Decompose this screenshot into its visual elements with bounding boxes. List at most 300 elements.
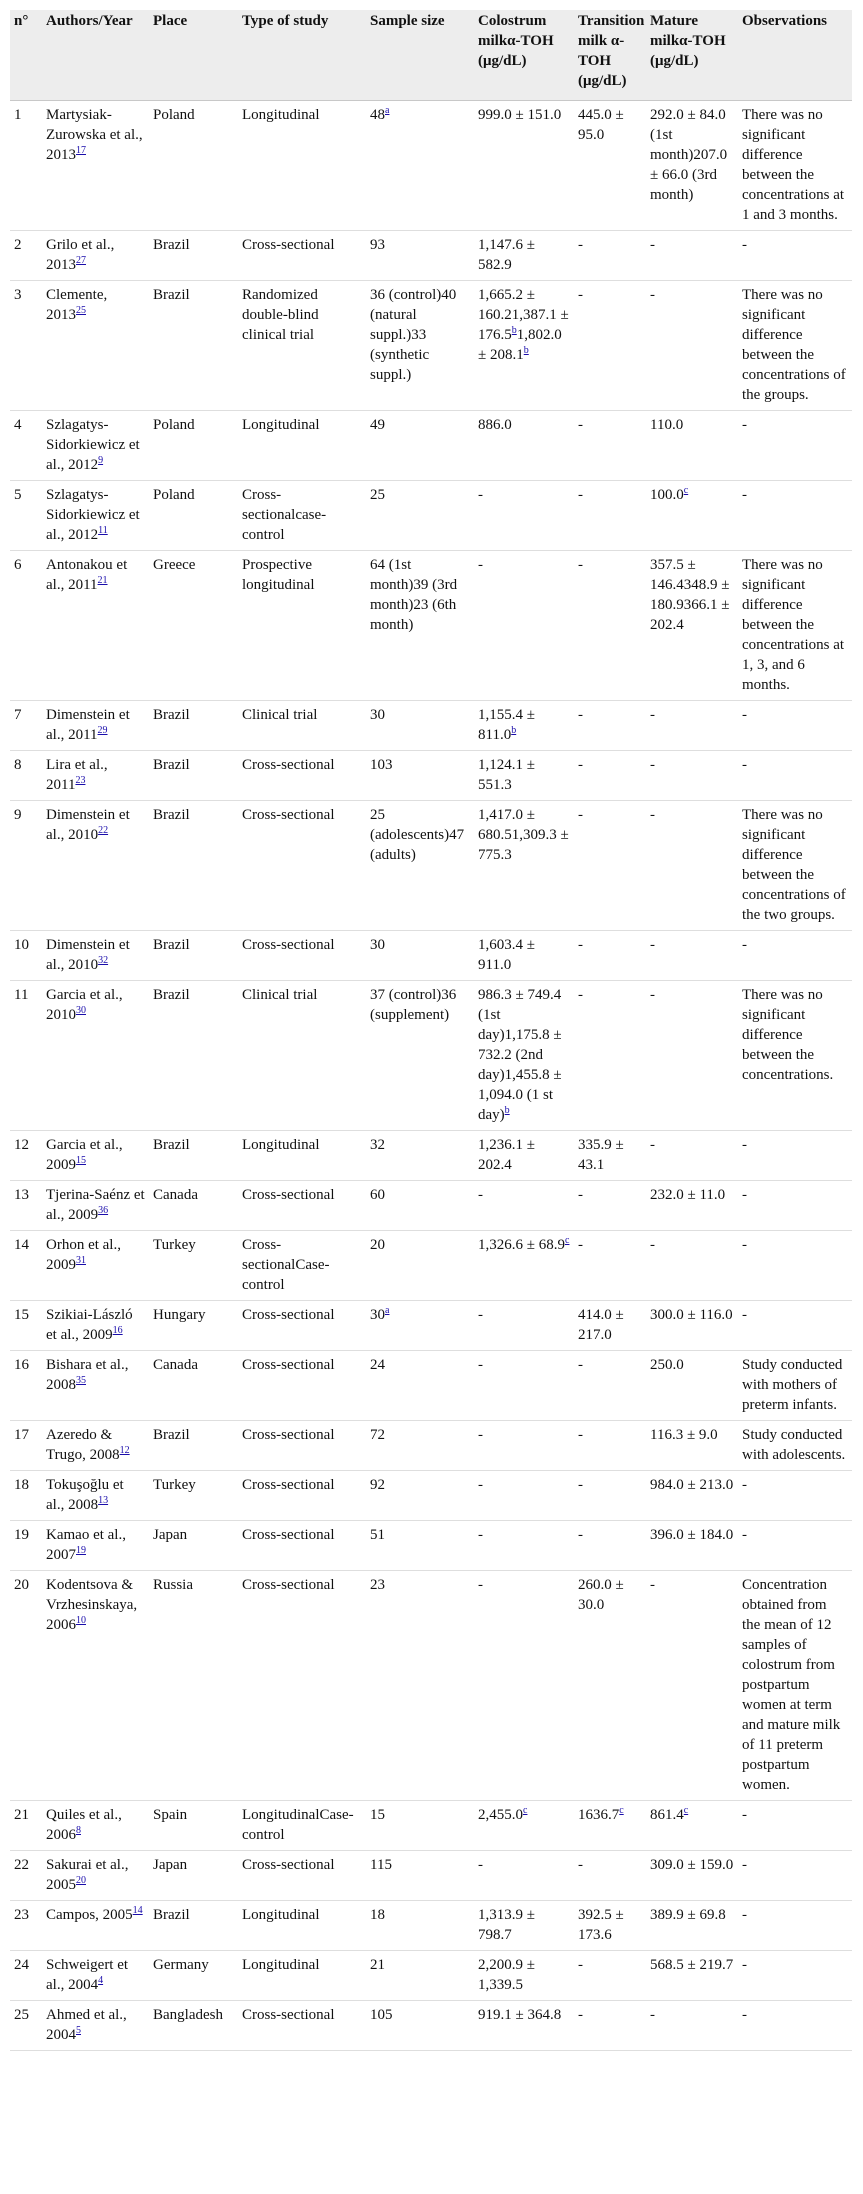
cell-place-text: Poland (153, 417, 195, 433)
cell-number-text: 4 (14, 417, 22, 433)
author-text: Orhon et al., 2009 (46, 1237, 121, 1273)
cell-sample-size (366, 1181, 474, 1231)
cell-colostrum (474, 931, 574, 981)
cell-authors-year (42, 281, 149, 411)
cell-mature-text: 389.9 ± 69.8 (650, 1907, 726, 1923)
cell-number (10, 551, 42, 701)
reference-marker[interactable] (98, 1205, 108, 1216)
cell-number (10, 1181, 42, 1231)
table-header (10, 10, 852, 101)
cell-observations-text: Study conducted with adolescents. (742, 1427, 846, 1463)
cell-type-of-study (238, 2001, 366, 2051)
cell-type-of-study-text: Cross-sectional (242, 1307, 335, 1323)
reference-link[interactable]: 13 (98, 1495, 109, 1506)
reference-link[interactable]: 11 (98, 525, 108, 536)
cell-colostrum-text: - (478, 1477, 483, 1493)
cell-place (149, 1571, 238, 1801)
reference-link[interactable]: 19 (76, 1545, 86, 1556)
author-text: Grilo et al., 2013 (46, 237, 115, 273)
cell-observations-text: - (742, 2007, 747, 2023)
cell-authors-year (42, 1801, 149, 1851)
cell-place-text: Brazil (153, 937, 190, 953)
reference-link[interactable]: 16 (112, 1325, 123, 1336)
cell-colostrum-text: 886.0 (478, 417, 512, 433)
cell-number-text: 7 (14, 707, 22, 723)
cell-type-of-study-text: Cross-sectional (242, 1187, 335, 1203)
cell-transition (574, 1951, 646, 2001)
cell-sample-size-text: 51 (370, 1527, 385, 1543)
footnote-marker[interactable] (565, 1235, 569, 1246)
cell-observations-text: - (742, 1527, 747, 1543)
cell-sample-size-text: 30 (370, 1307, 385, 1323)
author-text: Schweigert et al., 2004 (46, 1957, 129, 1993)
footnote-marker[interactable] (385, 105, 389, 116)
cell-observations-text: Concentration obtained from the mean of 12 samples of colostrum from postpartum women at term and mature milk of 11 preterm postpartum women. (742, 1577, 841, 1793)
cell-number (10, 1301, 42, 1351)
cell-observations-text: Study conducted with mothers of preterm infants. (742, 1357, 843, 1413)
author-text: Garcia et al., 2010 (46, 987, 123, 1023)
reference-link[interactable]: 21 (97, 575, 108, 586)
reference-link[interactable]: 4 (98, 1975, 104, 1986)
cell-type-of-study-text: Clinical trial (242, 987, 318, 1003)
cell-sample-size-text: 30 (370, 937, 385, 953)
cell-mature (646, 411, 738, 481)
cell-transition-text: - (578, 1857, 583, 1873)
cell-transition (574, 1521, 646, 1571)
cell-transition-text: - (578, 757, 583, 773)
footnote-link[interactable]: c (683, 1805, 689, 1816)
table-row (10, 931, 852, 981)
cell-place (149, 1301, 238, 1351)
cell-mature (646, 1901, 738, 1951)
reference-marker[interactable] (98, 725, 108, 736)
cell-observations-text: - (742, 417, 747, 433)
table-row (10, 551, 852, 701)
cell-sample-size (366, 1131, 474, 1181)
reference-marker[interactable] (76, 145, 86, 156)
cell-mature (646, 551, 738, 701)
reference-marker[interactable] (98, 1495, 108, 1506)
cell-place-text: Poland (153, 107, 195, 123)
cell-observations (738, 1131, 852, 1181)
cell-place-text: Russia (153, 1577, 194, 1593)
cell-transition-text: - (578, 807, 583, 823)
cell-transition (574, 801, 646, 931)
reference-link[interactable]: 15 (76, 1155, 86, 1166)
cell-transition (574, 551, 646, 701)
cell-observations (738, 411, 852, 481)
header-observations: Observations (738, 10, 852, 101)
cell-place-text: Greece (153, 557, 196, 573)
author-text: Bishara et al., 2008 (46, 1357, 129, 1393)
reference-marker[interactable] (76, 1375, 86, 1386)
cell-place (149, 281, 238, 411)
cell-place (149, 1801, 238, 1851)
cell-mature-text: 300.0 ± 116.0 (650, 1307, 733, 1323)
cell-mature (646, 801, 738, 931)
cell-mature-text: 309.0 ± 159.0 (650, 1857, 734, 1873)
cell-sample-size (366, 1421, 474, 1471)
cell-type-of-study (238, 1951, 366, 2001)
cell-place-text: Turkey (153, 1237, 196, 1253)
cell-colostrum-text: - (478, 557, 483, 573)
reference-marker[interactable] (98, 1975, 103, 1986)
cell-transition (574, 1301, 646, 1351)
cell-number (10, 1231, 42, 1301)
reference-marker[interactable] (76, 255, 86, 266)
cell-authors-year (42, 1521, 149, 1571)
footnote-link[interactable]: b (523, 345, 529, 356)
footnote-marker[interactable] (523, 1805, 527, 1816)
author-text: Tjerina-Saénz et al., 2009 (46, 1187, 145, 1223)
reference-link[interactable]: 35 (76, 1375, 86, 1386)
cell-number-text: 12 (14, 1137, 29, 1153)
cell-place (149, 1131, 238, 1181)
cell-sample-size (366, 1471, 474, 1521)
reference-marker[interactable] (76, 1255, 86, 1266)
table-row (10, 1351, 852, 1421)
cell-sample-size-text: 60 (370, 1187, 385, 1203)
cell-place-text: Germany (153, 1957, 209, 1973)
cell-number (10, 1801, 42, 1851)
cell-place-text: Brazil (153, 707, 190, 723)
cell-colostrum (474, 231, 574, 281)
cell-observations (738, 931, 852, 981)
reference-marker[interactable] (76, 305, 86, 316)
reference-marker[interactable] (120, 1445, 130, 1456)
cell-number-text: 20 (14, 1577, 29, 1593)
reference-marker[interactable] (76, 1825, 81, 1836)
cell-observations-text: - (742, 1237, 747, 1253)
cell-authors-year (42, 1421, 149, 1471)
cell-mature (646, 1521, 738, 1571)
author-text: Clemente, 2013 (46, 287, 108, 323)
author-text: Campos, 2005 (46, 1907, 133, 1923)
reference-link[interactable]: 25 (76, 305, 86, 316)
cell-mature-text: 116.3 ± 9.0 (650, 1427, 718, 1443)
cell-colostrum (474, 1851, 574, 1901)
cell-authors-year (42, 931, 149, 981)
cell-sample-size (366, 981, 474, 1131)
author-text: Quiles et al., 2006 (46, 1807, 122, 1843)
cell-number (10, 1131, 42, 1181)
table-row (10, 1231, 852, 1301)
cell-colostrum-text: 986.3 ± 749.4 (1st day)1,175.8 ± 732.2 (2nd day)1,455.8 ± 1,094.0 (1 st day) (478, 987, 562, 1123)
cell-sample-size-text: 25 (adolescents)47 (adults) (370, 807, 465, 863)
table-row (10, 1571, 852, 1801)
table-row (10, 1851, 852, 1901)
author-text: Tokuşoğlu et al., 2008 (46, 1477, 124, 1513)
cell-place-text: Spain (153, 1807, 188, 1823)
cell-observations-text: - (742, 757, 747, 773)
author-text: Antonakou et al., 2011 (46, 557, 128, 593)
cell-observations (738, 1801, 852, 1851)
cell-sample-size-text: 15 (370, 1807, 385, 1823)
cell-authors-year (42, 751, 149, 801)
cell-colostrum (474, 1801, 574, 1851)
cell-place (149, 1951, 238, 2001)
cell-observations (738, 1571, 852, 1801)
cell-observations-text: - (742, 1307, 747, 1323)
reference-link[interactable]: 22 (98, 825, 109, 836)
author-text: Dimenstein et al., 2010 (46, 807, 130, 843)
reference-marker[interactable] (113, 1325, 123, 1336)
cell-colostrum-text: 919.1 ± 364.8 (478, 2007, 562, 2023)
reference-marker[interactable] (76, 1545, 86, 1556)
reference-marker[interactable] (98, 575, 108, 586)
cell-type-of-study (238, 1301, 366, 1351)
author-text: Szlagatys-Sidorkiewicz et al., 2012 (46, 417, 140, 473)
cell-mature (646, 1951, 738, 2001)
cell-sample-size (366, 101, 474, 231)
cell-number-text: 21 (14, 1807, 29, 1823)
cell-observations-text: - (742, 237, 747, 253)
cell-place-text: Turkey (153, 1477, 196, 1493)
cell-place (149, 1521, 238, 1571)
footnote-marker[interactable] (505, 1105, 510, 1116)
cell-number-text: 6 (14, 557, 22, 573)
cell-sample-size-text: 64 (1st month)39 (3rd month)23 (6th month) (370, 557, 458, 633)
cell-place (149, 1901, 238, 1951)
cell-number (10, 751, 42, 801)
reference-marker[interactable] (76, 1155, 86, 1166)
cell-transition (574, 1471, 646, 1521)
cell-sample-size-text: 32 (370, 1137, 385, 1153)
cell-observations-text: - (742, 937, 747, 953)
author-text: Dimenstein et al., 2011 (46, 707, 130, 743)
reference-link[interactable]: 17 (76, 145, 86, 156)
reference-link[interactable]: 9 (98, 455, 104, 466)
cell-type-of-study-text: Cross-sectionalCase-control (242, 1237, 330, 1293)
footnote-link[interactable]: c (619, 1805, 624, 1816)
cell-mature (646, 751, 738, 801)
cell-transition (574, 701, 646, 751)
cell-colostrum-text: - (478, 1427, 483, 1443)
table-row (10, 801, 852, 931)
cell-place (149, 101, 238, 231)
cell-number (10, 931, 42, 981)
cell-observations-text: There was no significant difference between the concentrations at 1, 3, and 6 months. (742, 557, 845, 693)
reference-marker[interactable] (98, 955, 108, 966)
cell-colostrum-text: - (478, 1307, 483, 1323)
footnote-marker[interactable] (684, 1805, 688, 1816)
reference-link[interactable]: 23 (75, 775, 86, 786)
footnote-link[interactable]: c (564, 1235, 570, 1246)
cell-place (149, 701, 238, 751)
cell-sample-size (366, 1901, 474, 1951)
cell-number-text: 24 (14, 1957, 29, 1973)
reference-link[interactable]: 36 (98, 1205, 109, 1216)
footnote-link[interactable]: b (504, 1105, 510, 1116)
cell-observations-text: - (742, 1477, 747, 1493)
cell-mature-text: 984.0 ± 213.0 (650, 1477, 734, 1493)
footnote-link[interactable]: c (683, 485, 689, 496)
cell-observations (738, 101, 852, 231)
cell-mature (646, 981, 738, 1131)
cell-observations-text: - (742, 487, 747, 503)
cell-mature-text: - (650, 1137, 655, 1153)
cell-mature (646, 1801, 738, 1851)
reference-marker[interactable] (76, 2025, 81, 2036)
cell-mature-text: 357.5 ± 146.4348.9 ± 180.9366.1 ± 202.4 (650, 557, 730, 633)
cell-transition-text: - (578, 1527, 583, 1543)
cell-type-of-study-text: Cross-sectional (242, 1477, 335, 1493)
reference-marker[interactable] (76, 1875, 86, 1886)
cell-observations (738, 1351, 852, 1421)
cell-number-text: 16 (14, 1357, 29, 1373)
cell-sample-size-text: 36 (control)40 (natural suppl.)33 (synthetic suppl.) (370, 287, 457, 383)
footnote-link[interactable]: c (523, 1805, 528, 1816)
cell-transition-text: - (578, 237, 583, 253)
cell-sample-size (366, 801, 474, 931)
table-row (10, 1801, 852, 1851)
cell-place (149, 1231, 238, 1301)
cell-authors-year (42, 1901, 149, 1951)
footnote-marker[interactable] (684, 485, 688, 496)
cell-transition (574, 1181, 646, 1231)
cell-type-of-study-text: Cross-sectional (242, 2007, 335, 2023)
reference-link[interactable]: 12 (119, 1445, 130, 1456)
cell-mature-text: - (650, 1577, 655, 1593)
cell-sample-size (366, 481, 474, 551)
cell-mature-text: 232.0 ± 11.0 (650, 1187, 726, 1203)
reference-marker[interactable] (76, 1005, 86, 1016)
cell-type-of-study-text: Cross-sectional (242, 1427, 335, 1443)
cell-transition (574, 281, 646, 411)
cell-observations (738, 1181, 852, 1231)
cell-colostrum (474, 1571, 574, 1801)
cell-number (10, 1421, 42, 1471)
reference-marker[interactable] (76, 1615, 86, 1626)
reference-link[interactable]: 5 (76, 2025, 81, 2036)
cell-sample-size (366, 1951, 474, 2001)
reference-link[interactable]: 31 (76, 1255, 86, 1266)
cell-type-of-study (238, 231, 366, 281)
cell-sample-size-text: 49 (370, 417, 385, 433)
cell-transition-text: - (578, 557, 583, 573)
footnote-link[interactable]: b (511, 725, 517, 736)
cell-type-of-study-text: Longitudinal (242, 417, 320, 433)
reference-link[interactable]: 27 (76, 255, 86, 266)
author-text: Szlagatys-Sidorkiewicz et al., 2012 (46, 487, 140, 543)
cell-sample-size (366, 1231, 474, 1301)
cell-mature (646, 1471, 738, 1521)
cell-authors-year (42, 1571, 149, 1801)
studies-table (10, 10, 852, 2051)
cell-observations (738, 2001, 852, 2051)
reference-link[interactable]: 20 (76, 1875, 86, 1886)
cell-number (10, 801, 42, 931)
footnote-link[interactable]: a (385, 105, 390, 116)
cell-place-text: Bangladesh (153, 2007, 223, 2023)
cell-sample-size (366, 1801, 474, 1851)
cell-type-of-study (238, 101, 366, 231)
cell-observations-text: - (742, 707, 747, 723)
cell-mature (646, 1571, 738, 1801)
cell-type-of-study (238, 1421, 366, 1471)
reference-link[interactable]: 10 (76, 1615, 86, 1626)
table-row (10, 1901, 852, 1951)
table-row (10, 101, 852, 231)
cell-authors-year (42, 1351, 149, 1421)
cell-type-of-study-text: Longitudinal (242, 107, 320, 123)
cell-observations-text: - (742, 1857, 747, 1873)
header-sample-size: Sample size (366, 10, 474, 101)
cell-colostrum-text: 1,665.2 ± 160.21,387.1 ± 176.5 (478, 287, 569, 343)
cell-observations (738, 801, 852, 931)
cell-type-of-study (238, 931, 366, 981)
reference-link[interactable]: 32 (98, 955, 109, 966)
cell-number-text: 15 (14, 1307, 29, 1323)
cell-type-of-study (238, 481, 366, 551)
cell-colostrum (474, 801, 574, 931)
reference-marker[interactable] (75, 775, 85, 786)
footnote-marker[interactable] (619, 1805, 623, 1816)
cell-number-text: 18 (14, 1477, 29, 1493)
reference-marker[interactable] (133, 1905, 143, 1916)
reference-marker[interactable] (98, 525, 108, 536)
cell-colostrum-text: 1,124.1 ± 551.3 (478, 757, 535, 793)
reference-marker[interactable] (98, 825, 108, 836)
footnote-link[interactable]: a (385, 1305, 390, 1316)
reference-link[interactable]: 30 (76, 1005, 86, 1016)
cell-type-of-study-text: Randomized double-blind clinical trial (242, 287, 319, 343)
cell-type-of-study-text: Cross-sectionalcase-control (242, 487, 327, 543)
cell-mature-text: - (650, 237, 655, 253)
cell-transition (574, 2001, 646, 2051)
cell-mature-text: - (650, 707, 655, 723)
cell-type-of-study (238, 701, 366, 751)
cell-place-text: Brazil (153, 987, 190, 1003)
cell-type-of-study (238, 1901, 366, 1951)
cell-number-text: 3 (14, 287, 22, 303)
cell-colostrum-text: 1,236.1 ± 202.4 (478, 1137, 535, 1173)
reference-link[interactable]: 29 (97, 725, 108, 736)
cell-authors-year (42, 1471, 149, 1521)
reference-link[interactable]: 8 (76, 1825, 81, 1836)
footnote-marker[interactable] (385, 1305, 389, 1316)
cell-colostrum (474, 281, 574, 411)
cell-colostrum (474, 101, 574, 231)
cell-transition-text: 260.0 ± 30.0 (578, 1577, 624, 1613)
author-text: Kamao et al., 2007 (46, 1527, 126, 1563)
cell-observations (738, 1951, 852, 2001)
table-row (10, 2001, 852, 2051)
cell-observations (738, 981, 852, 1131)
footnote-marker[interactable] (524, 345, 529, 356)
header-type-of-study: Type of study (238, 10, 366, 101)
cell-mature (646, 2001, 738, 2051)
table-row (10, 1181, 852, 1231)
table-row (10, 1131, 852, 1181)
footnote-marker[interactable] (511, 725, 516, 736)
cell-sample-size (366, 1301, 474, 1351)
cell-transition-text: - (578, 987, 583, 1003)
footnote-link[interactable]: b (511, 325, 517, 336)
header-mature: Mature milkα-TOH (μg/dL) (646, 10, 738, 101)
cell-mature-text: - (650, 2007, 655, 2023)
reference-link[interactable]: 14 (132, 1905, 143, 1916)
reference-marker[interactable] (98, 455, 103, 466)
author-text: Martysiak-Zurowska et al., 2013 (46, 107, 143, 163)
cell-mature (646, 1351, 738, 1421)
cell-place (149, 1421, 238, 1471)
cell-sample-size-text: 105 (370, 2007, 393, 2023)
cell-colostrum-text: 1,313.9 ± 798.7 (478, 1907, 535, 1943)
cell-sample-size-text: 30 (370, 707, 385, 723)
cell-observations (738, 1421, 852, 1471)
cell-transition (574, 481, 646, 551)
